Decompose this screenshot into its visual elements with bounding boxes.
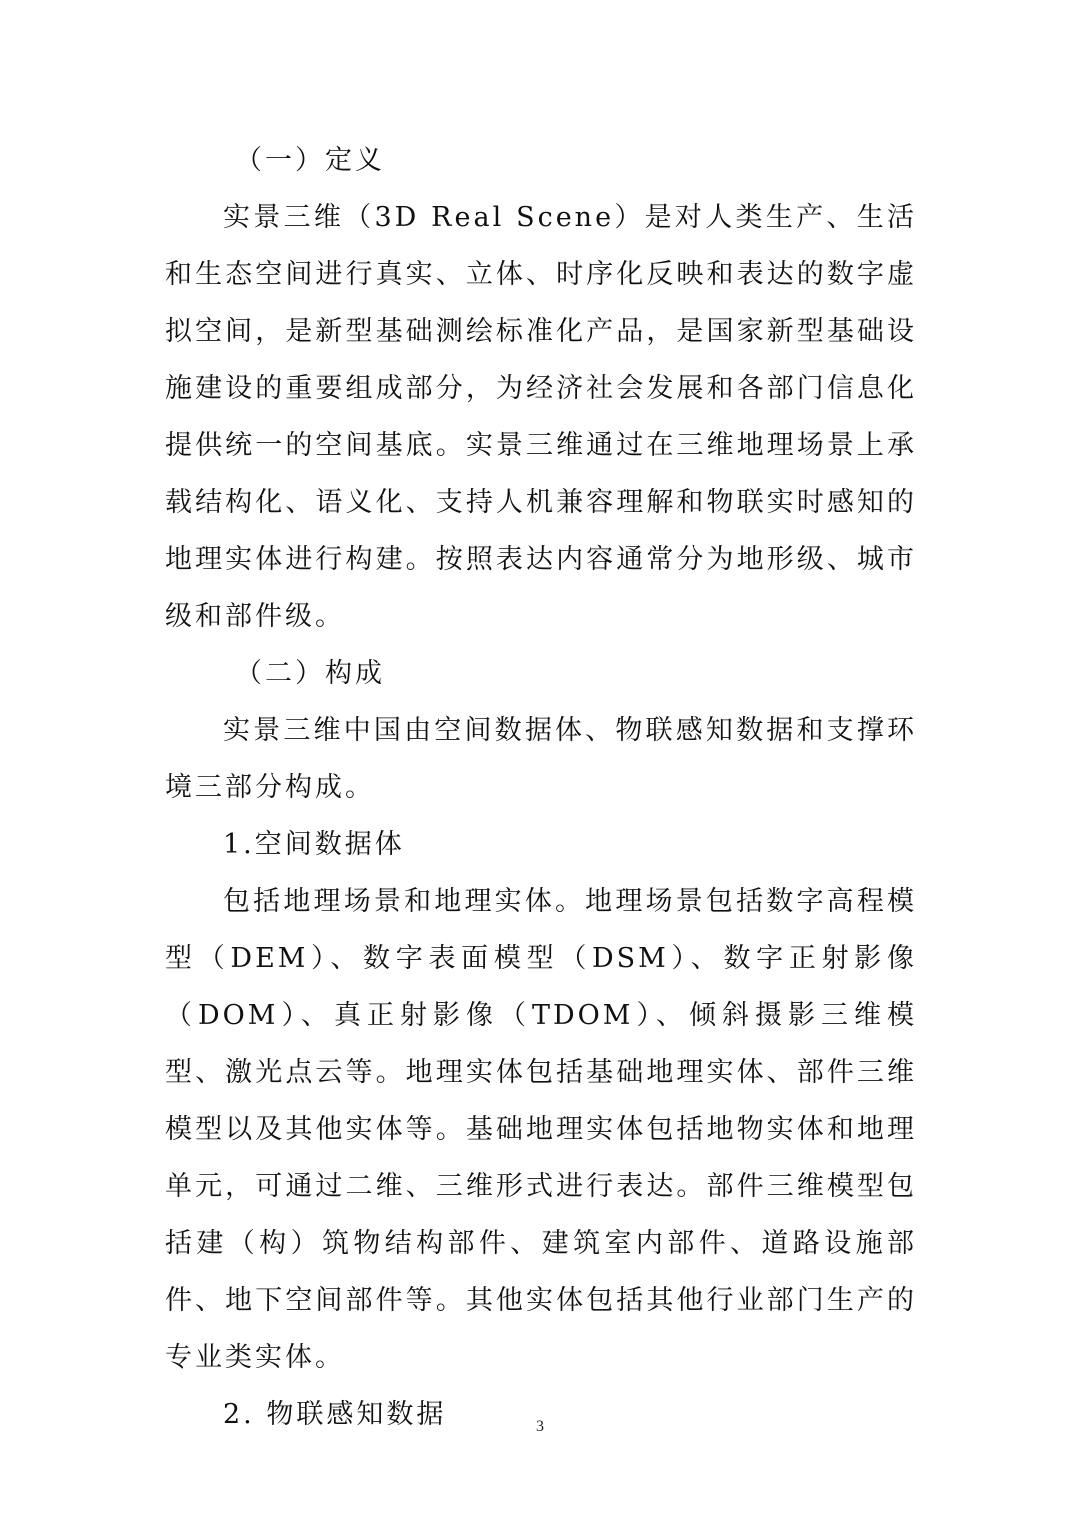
subheading-spatial-data: 1.空间数据体 <box>223 829 405 860</box>
subheading-iot-data: 2. 物联感知数据 <box>223 1399 447 1430</box>
section-heading-composition: （二）构成 <box>235 658 385 689</box>
paragraph-composition: 实景三维中国由空间数据体、物联感知数据和支撑环境三部分构成。 <box>165 715 917 803</box>
document-body <box>165 132 917 1443</box>
paragraph-spatial-data: 包括地理场景和地理实体。地理场景包括数字高程模型（DEM）、数字表面模型（DSM）、数字正射影像（DOM）、真正射影像（TDOM）、倾斜摄影三维模型、激光点云等。地理实体包括基础地理实体、部件三维模型以及其他实体等。基础地理实体包括地物实体和地理单元，可通过二维、三维形式进行表达。部件三维模型包括建（构）筑物结构部件、建筑室内部件、道路设施部件、地下空间部件等。其他实体包括其他行业部门生产的专业类实体。 <box>165 886 917 1373</box>
paragraph-definition: 实景三维（3D Real Scene）是对人类生产、生活和生态空间进行真实、立体、时序化反映和表达的数字虚拟空间，是新型基础测绘标准化产品，是国家新型基础设施建设的重要组成部分，为经济社会发展和各部门信息化提供统一的空间基底。实景三维通过在三维地理场景上承载结构化、语义化、支持人机兼容理解和物联实时感知的地理实体进行构建。按照表达内容通常分为地形级、城市级和部件级。 <box>165 202 917 632</box>
section-heading-definition: （一）定义 <box>235 145 385 176</box>
page-number: 3 <box>536 1418 544 1435</box>
